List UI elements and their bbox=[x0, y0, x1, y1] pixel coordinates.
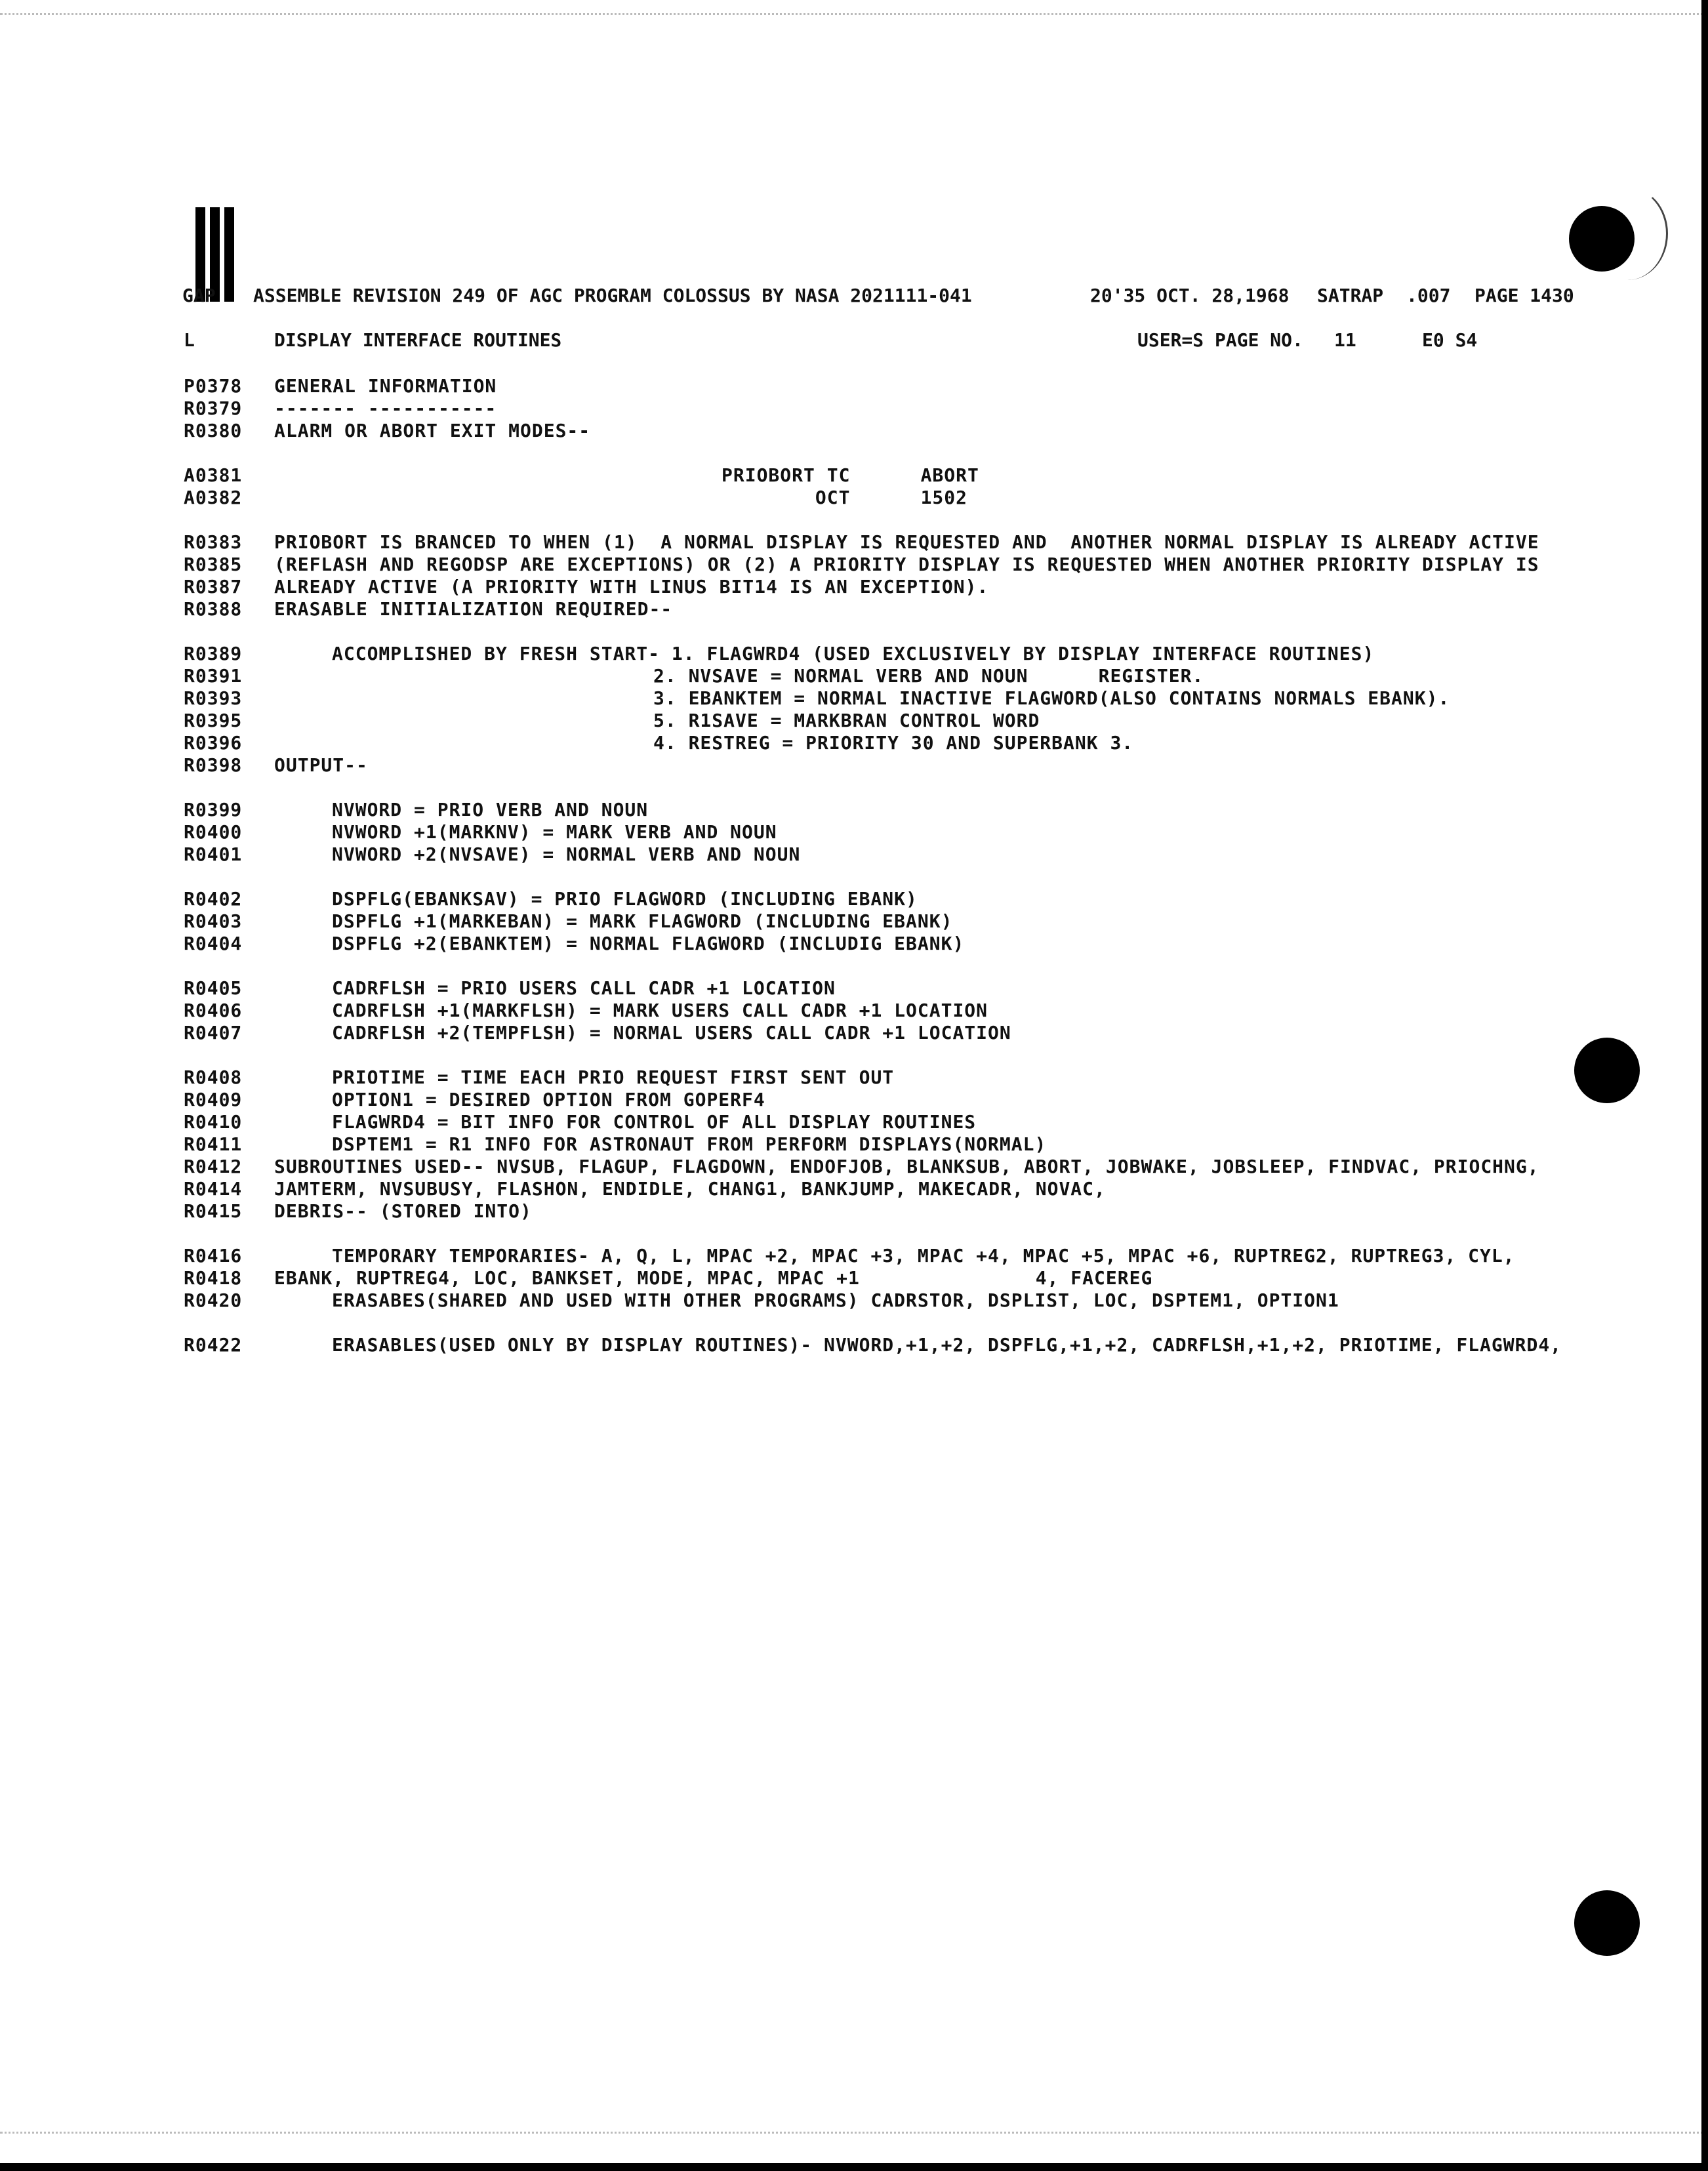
line-text: 4. RESTREG = PRIORITY 30 AND SUPERBANK 3. bbox=[653, 732, 1134, 754]
line-text: OCT 1502 bbox=[722, 487, 968, 508]
line-id: R0404 bbox=[184, 933, 243, 954]
line-id: R0389 bbox=[184, 643, 243, 664]
line-id: A0382 bbox=[184, 487, 243, 508]
line-id: R0395 bbox=[184, 710, 243, 731]
line-id: R0391 bbox=[184, 665, 243, 687]
line-text: NVWORD +1(MARKNV) = MARK VERB AND NOUN bbox=[332, 821, 777, 843]
line-id: R0410 bbox=[184, 1111, 243, 1133]
line-text: OPTION1 = DESIRED OPTION FROM GOPERF4 bbox=[332, 1089, 765, 1110]
line-id: R0399 bbox=[184, 799, 243, 821]
line-text: ERASABES(SHARED AND USED WITH OTHER PROGRAMS) CADRSTOR, DSPLIST, LOC, DSPTEM1, OPTION1 bbox=[332, 1289, 1339, 1311]
line-text: (REFLASH AND REGODSP ARE EXCEPTIONS) OR (2) A PRIORITY DISPLAY IS REQUESTED WHEN ANOTHER PRIORITY DISPLAY IS bbox=[274, 554, 1539, 575]
user-page-label: USER=S PAGE NO. bbox=[1137, 329, 1303, 351]
line-id: R0415 bbox=[184, 1200, 243, 1222]
line-id: R0414 bbox=[184, 1178, 243, 1200]
line-text: DSPFLG(EBANKSAV) = PRIO FLAGWORD (INCLUDING EBANK) bbox=[332, 888, 918, 910]
satrap-label: SATRAP bbox=[1317, 285, 1384, 306]
line-text: DSPTEM1 = R1 INFO FOR ASTRONAUT FROM PERFORM DISPLAYS(NORMAL) bbox=[332, 1133, 1047, 1155]
line-id: R0407 bbox=[184, 1022, 243, 1044]
line-id: A0381 bbox=[184, 464, 243, 486]
bank-code: E0 S4 bbox=[1422, 329, 1478, 351]
bottom-scan-artifact bbox=[0, 2132, 1708, 2134]
line-id: R0393 bbox=[184, 687, 243, 709]
line-id: R0388 bbox=[184, 598, 243, 620]
section-title: DISPLAY INTERFACE ROUTINES bbox=[274, 329, 562, 351]
line-text: ERASABLE INITIALIZATION REQUIRED-- bbox=[274, 598, 673, 620]
line-text: DSPFLG +1(MARKEBAN) = MARK FLAGWORD (INCLUDING EBANK) bbox=[332, 910, 953, 932]
line-id: R0406 bbox=[184, 1000, 243, 1021]
line-text: ------- ----------- bbox=[274, 397, 497, 419]
line-id: R0416 bbox=[184, 1245, 243, 1267]
user-page-no: 11 bbox=[1334, 329, 1356, 351]
line-text: PRIOBORT TC ABORT bbox=[722, 464, 979, 486]
date-time: 20'35 OCT. 28,1968 bbox=[1090, 285, 1290, 306]
line-id: R0405 bbox=[184, 977, 243, 999]
line-text: PRIOTIME = TIME EACH PRIO REQUEST FIRST SENT OUT bbox=[332, 1066, 895, 1088]
line-text: ALARM OR ABORT EXIT MODES-- bbox=[274, 420, 591, 441]
line-id: R0383 bbox=[184, 531, 243, 553]
line-id: R0409 bbox=[184, 1089, 243, 1110]
line-text: ALREADY ACTIVE (A PRIORITY WITH LINUS BIT14 IS AN EXCEPTION). bbox=[274, 576, 989, 598]
line-id: R0412 bbox=[184, 1156, 243, 1177]
line-text: NVWORD = PRIO VERB AND NOUN bbox=[332, 799, 649, 821]
line-id: R0408 bbox=[184, 1066, 243, 1088]
top-scan-artifact bbox=[0, 13, 1708, 15]
line-text: CADRFLSH = PRIO USERS CALL CADR +1 LOCATION bbox=[332, 977, 836, 999]
page-number: PAGE 1430 bbox=[1474, 285, 1574, 306]
line-text: DEBRIS-- (STORED INTO) bbox=[274, 1200, 532, 1222]
punch-hole-icon bbox=[1574, 1038, 1640, 1103]
line-id: R0387 bbox=[184, 576, 243, 598]
l-mark: L bbox=[184, 329, 195, 351]
line-id: R0418 bbox=[184, 1267, 243, 1289]
line-text: 2. NVSAVE = NORMAL VERB AND NOUN REGISTER. bbox=[653, 665, 1204, 687]
line-text: SUBROUTINES USED-- NVSUB, FLAGUP, FLAGDOWN, ENDOFJOB, BLANKSUB, ABORT, JOBWAKE, JOBSLEEP, FINDVAC, PRIOCHNG, bbox=[274, 1156, 1539, 1177]
line-text: DSPFLG +2(EBANKTEM) = NORMAL FLAGWORD (INCLUDIG EBANK) bbox=[332, 933, 965, 954]
line-id: R0403 bbox=[184, 910, 243, 932]
punch-hole-icon bbox=[1574, 1890, 1640, 1956]
line-id: R0420 bbox=[184, 1289, 243, 1311]
line-text: NVWORD +2(NVSAVE) = NORMAL VERB AND NOUN bbox=[332, 843, 801, 865]
line-id: R0400 bbox=[184, 821, 243, 843]
line-text: OUTPUT-- bbox=[274, 754, 368, 776]
line-id: R0401 bbox=[184, 843, 243, 865]
gap-mark: GAP bbox=[182, 285, 216, 306]
line-text: EBANK, RUPTREG4, LOC, BANKSET, MODE, MPAC, MPAC +1 4, FACEREG bbox=[274, 1267, 1153, 1289]
line-text: CADRFLSH +2(TEMPFLSH) = NORMAL USERS CALL CADR +1 LOCATION bbox=[332, 1022, 1011, 1044]
punch-hole-icon bbox=[1569, 206, 1635, 272]
line-id: R0402 bbox=[184, 888, 243, 910]
line-id: R0379 bbox=[184, 397, 243, 419]
line-id: R0380 bbox=[184, 420, 243, 441]
line-id: P0378 bbox=[184, 375, 243, 397]
page-edge-bottom bbox=[0, 2163, 1708, 2171]
line-id: R0396 bbox=[184, 732, 243, 754]
version-label: .007 bbox=[1406, 285, 1451, 306]
line-text: 5. R1SAVE = MARKBRAN CONTROL WORD bbox=[653, 710, 1040, 731]
line-text: ERASABLES(USED ONLY BY DISPLAY ROUTINES)- NVWORD,+1,+2, DSPFLG,+1,+2, CADRFLSH,+1,+2, PRIOTIME, FLAGWRD4, bbox=[332, 1334, 1562, 1356]
line-id: R0398 bbox=[184, 754, 243, 776]
line-id: R0422 bbox=[184, 1334, 243, 1356]
line-id: R0385 bbox=[184, 554, 243, 575]
page-edge-right bbox=[1701, 0, 1708, 2171]
line-text: GENERAL INFORMATION bbox=[274, 375, 497, 397]
line-text: PRIOBORT IS BRANCED TO WHEN (1) A NORMAL DISPLAY IS REQUESTED AND ANOTHER NORMAL DISPLAY IS ALREADY ACTIVE bbox=[274, 531, 1539, 553]
line-text: FLAGWRD4 = BIT INFO FOR CONTROL OF ALL DISPLAY ROUTINES bbox=[332, 1111, 977, 1133]
line-text: TEMPORARY TEMPORARIES- A, Q, L, MPAC +2, MPAC +3, MPAC +4, MPAC +5, MPAC +6, RUPTREG2, RUPTREG3, CYL, bbox=[332, 1245, 1515, 1267]
line-text: 3. EBANKTEM = NORMAL INACTIVE FLAGWORD(ALSO CONTAINS NORMALS EBANK). bbox=[653, 687, 1450, 709]
line-text: JAMTERM, NVSUBUSY, FLASHON, ENDIDLE, CHANG1, BANKJUMP, MAKECADR, NOVAC, bbox=[274, 1178, 1106, 1200]
line-text: CADRFLSH +1(MARKFLSH) = MARK USERS CALL CADR +1 LOCATION bbox=[332, 1000, 988, 1021]
assemble-line: ASSEMBLE REVISION 249 OF AGC PROGRAM COLOSSUS BY NASA 2021111-041 bbox=[253, 285, 972, 306]
line-text: ACCOMPLISHED BY FRESH START- 1. FLAGWRD4 (USED EXCLUSIVELY BY DISPLAY INTERFACE ROUTINES) bbox=[332, 643, 1375, 664]
line-id: R0411 bbox=[184, 1133, 243, 1155]
